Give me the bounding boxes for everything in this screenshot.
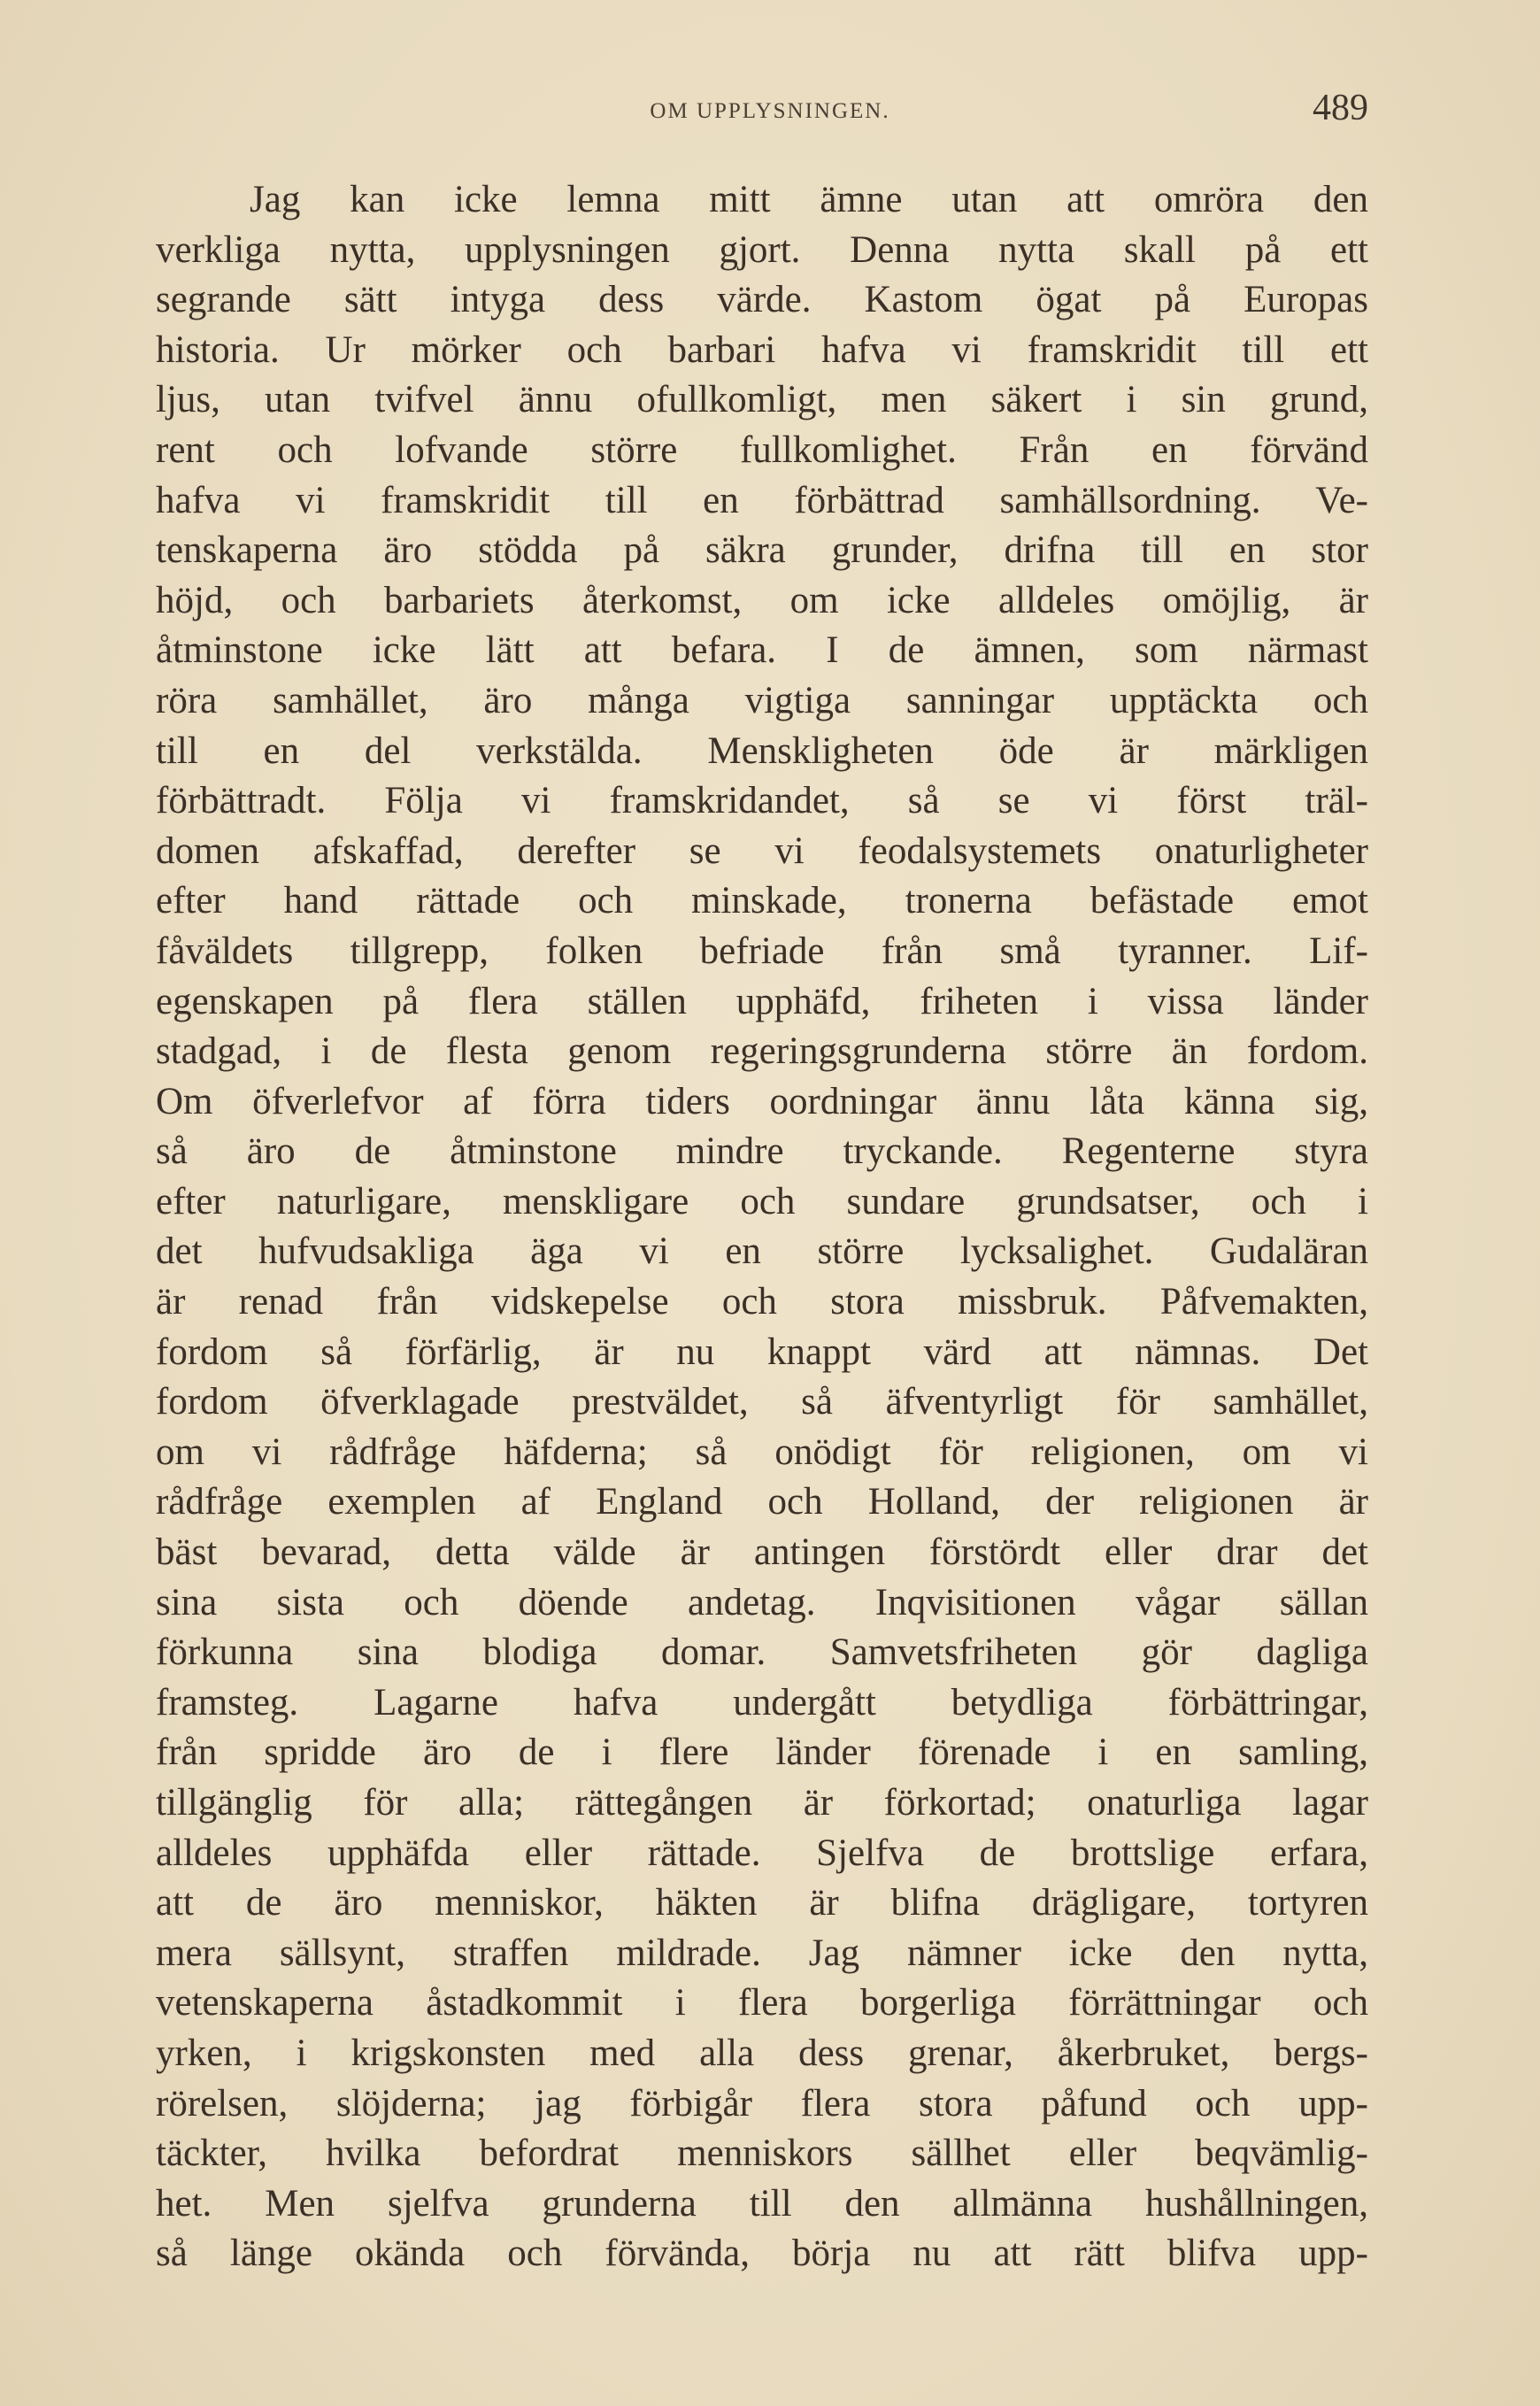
text-line: tillgänglig för alla; rättegången är förkortad; onaturliga lagar — [156, 1782, 1368, 1824]
text-line: alldeles upphäfda eller rättade. Sjelfva de brottslige erfara, — [156, 1831, 1368, 1874]
text-line: åtminstone icke lätt att befara. I de ämnen, som närmast — [156, 629, 1368, 672]
text-line: vetenskaperna åstadkommit i flera borgerliga förrättningar och — [156, 1982, 1368, 2024]
text-line: höjd, och barbariets återkomst, om icke alldeles omöjlig, är — [156, 579, 1368, 621]
text-line: Om öfverlefvor af förra tiders oordningar ännu låta känna sig, — [156, 1080, 1368, 1122]
text-line: efter naturligare, menskligare och sundare grundsatser, och i — [156, 1180, 1368, 1222]
page-number: 489 — [1313, 88, 1368, 128]
text-line: röra samhället, äro många vigtiga sanningar upptäckta och — [156, 679, 1368, 721]
text-line: så äro de åtminstone mindre tryckande. Regenterne styra — [156, 1130, 1368, 1173]
text-line: stadgad, i de flesta genom regeringsgrunderna större än fordom. — [156, 1030, 1368, 1073]
text-line: mera sällsynt, straffen mildrade. Jag nämner icke den nytta, — [156, 1932, 1368, 1974]
text-line: hafva vi framskridit till en förbättrad samhällsordning. Ve- — [156, 479, 1368, 521]
text-line: till en del verkstälda. Menskligheten öde är märkligen — [156, 729, 1368, 772]
text-line: fåväldets tillgrepp, folken befriade från små tyranner. Lif- — [156, 929, 1368, 972]
text-line: om vi rådfråge häfderna; så onödigt för religionen, om vi — [156, 1430, 1368, 1473]
text-line: det hufvudsakliga äga vi en större lycksalighet. Gudaläran — [156, 1230, 1368, 1273]
text-line: het. Men sjelfva grunderna till den allmänna hushållningen, — [156, 2182, 1368, 2225]
text-line: yrken, i krigskonsten med alla dess grenar, åkerbruket, bergs- — [156, 2032, 1368, 2074]
text-line: sina sista och döende andetag. Inqvisitionen vågar sällan — [156, 1581, 1368, 1623]
text-line: att de äro menniskor, häkten är blifna drägligare, tortyren — [156, 1882, 1368, 1924]
text-line: så länge okända och förvända, börja nu att rätt blifva upp- — [156, 2232, 1368, 2275]
text-line: bäst bevarad, detta välde är antingen förstördt eller drar det — [156, 1531, 1368, 1574]
text-line: framsteg. Lagarne hafva undergått betydliga förbättringar, — [156, 1681, 1368, 1724]
text-line: rent och lofvande större fullkomlighet. Från en förvänd — [156, 428, 1368, 471]
text-line: rådfråge exemplen af England och Holland, der religionen är — [156, 1481, 1368, 1523]
text-line: fordom öfverklagade prestväldet, så äfventyrligt för samhället, — [156, 1381, 1368, 1423]
text-line: från spridde äro de i flere länder förenade i en samling, — [156, 1731, 1368, 1774]
text-line: förkunna sina blodiga domar. Samvetsfriheten gör dagliga — [156, 1631, 1368, 1674]
text-line: täckter, hvilka befordrat menniskors sällhet eller beqvämlig- — [156, 2132, 1368, 2175]
running-title: OM UPPLYSNINGEN. — [650, 99, 890, 123]
text-line: domen afskaffad, derefter se vi feodalsystemets onaturligheter — [156, 829, 1368, 872]
text-line: verkliga nytta, upplysningen gjort. Denna nytta skall på ett — [156, 228, 1368, 271]
text-line: historia. Ur mörker och barbari hafva vi framskridit till ett — [156, 328, 1368, 371]
text-line: segrande sätt intyga dess värde. Kastom ögat på Europas — [156, 279, 1368, 321]
text-line: tenskaperna äro stödda på säkra grunder, drifna till en stor — [156, 529, 1368, 572]
text-line: Jag kan icke lemna mitt ämne utan att omröra den — [250, 179, 1368, 220]
text-line: rörelsen, slöjderna; jag förbigår flera stora påfund och upp- — [156, 2082, 1368, 2125]
body-paragraph — [156, 175, 1368, 2279]
text-line: ljus, utan tvifvel ännu ofullkomligt, men säkert i sin grund, — [156, 379, 1368, 421]
text-line: efter hand rättade och minskade, tronerna befästade emot — [156, 880, 1368, 922]
text-line: förbättradt. Följa vi framskridandet, så se vi först träl- — [156, 780, 1368, 822]
text-line: egenskapen på flera ställen upphäfd, friheten i vissa länder — [156, 980, 1368, 1022]
text-line: är renad från vidskepelse och stora missbruk. Påfvemakten, — [156, 1281, 1368, 1323]
running-header — [0, 87, 1540, 140]
text-line: fordom så förfärlig, är nu knappt värd att nämnas. Det — [156, 1330, 1368, 1373]
